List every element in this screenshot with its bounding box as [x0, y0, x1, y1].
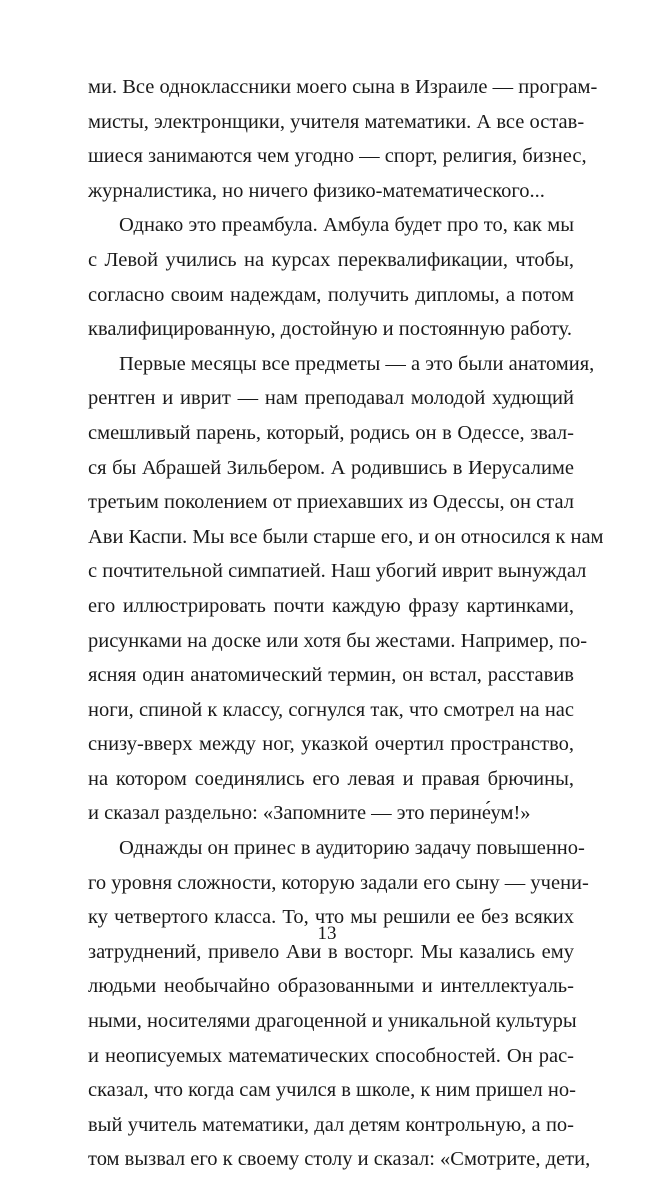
text-line: людьми необычайно образованными и интеллектуаль-	[88, 975, 574, 998]
text-line: смешливый парень, который, родись он в Одессе, звал-	[88, 421, 574, 444]
text-line: третьим поколением от приехавших из Одессы, он стал	[88, 491, 574, 514]
text-line: Однако это преамбула. Амбула будет про то, как мы	[119, 214, 574, 237]
text-line: и сказал раздельно: «Запомните — это перине́ум!»	[88, 802, 531, 825]
text-line: с Левой учились на курсах переквалификации, чтобы,	[88, 248, 574, 271]
text-line: журналистика, но ничего физико-математического...	[88, 179, 545, 202]
text-line: на котором соединялись его левая и правая брючины,	[88, 767, 574, 790]
text-line: сказал, что когда сам учился в школе, к ним пришел но-	[88, 1079, 576, 1102]
text-line: ясняя один анатомический термин, он встал, расставив	[88, 664, 574, 687]
text-line: ными, носителями драгоценной и уникальной культуры	[88, 1010, 577, 1033]
text-line: квалифицированную, достойную и постоянную работу.	[88, 318, 572, 341]
text-line: снизу-вверх между ног, указкой очертил пространство,	[88, 733, 574, 756]
text-line: затруднений, привело Ави в восторг. Мы казались ему	[88, 940, 574, 963]
text-line: Однажды он принес в аудиторию задачу повышенно-	[119, 837, 585, 860]
text-line: ся бы Абрашей Зильбером. А родившись в Иерусалиме	[88, 456, 574, 479]
text-line: Ави Каспи. Мы все были старше его, и он относился к нам	[88, 525, 604, 548]
text-line: рентген и иврит — нам преподавал молодой худющий	[88, 387, 574, 410]
text-line: его иллюстрировать почти каждую фразу картинками,	[88, 594, 574, 617]
text-line: с почтительной симпатией. Наш убогий иврит вынуждал	[88, 560, 587, 583]
page-number: 13	[317, 923, 337, 944]
text-line: ноги, спиной к классу, согнулся так, что смотрел на нас	[88, 698, 574, 721]
text-line: ми. Все одноклассники моего сына в Израиле — програм-	[88, 76, 598, 98]
text-line: шиеся занимаются чем угодно — спорт, религия, бизнес,	[88, 145, 587, 168]
text-line: мисты, электронщики, учителя математики. А все остав-	[88, 110, 585, 133]
text-line: том вызвал его к своему столу и сказал: «Смотрите, дети,	[88, 1148, 591, 1171]
body-text	[88, 70, 604, 1177]
text-line: и неописуемых математических способностей. Он рас-	[88, 1044, 574, 1067]
text-line: рисунками на доске или хотя бы жестами. Например, по-	[88, 629, 588, 652]
text-line: Первые месяцы все предметы — а это были анатомия,	[119, 352, 595, 375]
text-line: согласно своим надеждам, получить дипломы, а потом	[88, 283, 574, 306]
text-line: ку четвертого класса. То, что мы решили ее без всяких	[88, 906, 574, 929]
text-line: го уровня сложности, которую задали его сыну — учени-	[88, 871, 589, 894]
text-line: вый учитель математики, дал детям контрольную, а по-	[88, 1113, 574, 1136]
